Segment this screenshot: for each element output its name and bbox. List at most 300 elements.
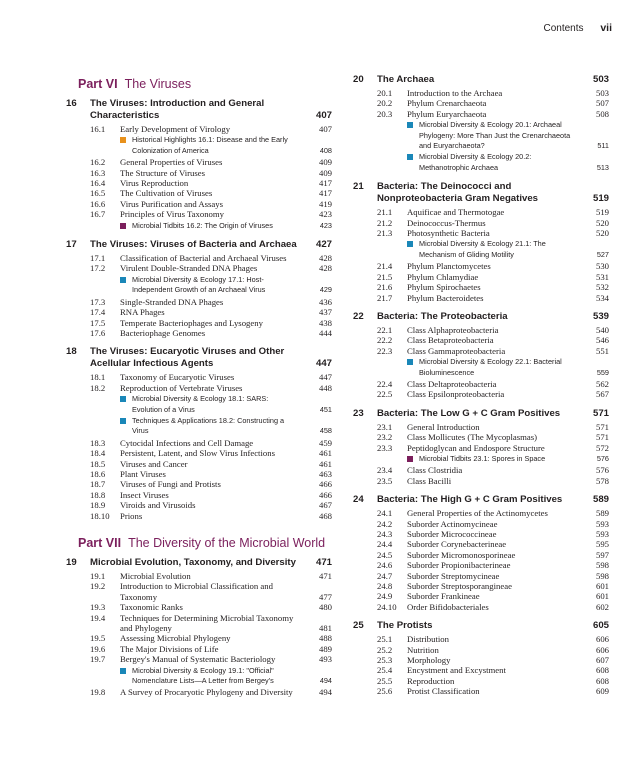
section-entry[interactable]: [353, 645, 609, 655]
section-title: Assessing Microbial Phylogeny: [120, 633, 231, 644]
entry-page: 493: [318, 654, 332, 665]
section-number: 22.4: [377, 378, 393, 389]
section-entry[interactable]: [66, 581, 332, 602]
section-entry[interactable]: [353, 539, 609, 549]
section-entry[interactable]: [66, 602, 332, 612]
feature-box-title: Microbial Diversity & Ecology 20.1: Archaeal Phylogeny: More Than Just the Crenarchaeota and Euryarchaeota?: [407, 120, 579, 151]
section-title: Phylum Spirochaetes: [407, 282, 481, 293]
chapter-title: The Archaea: [377, 74, 435, 85]
section-title: Deinococcus-Thermus: [407, 217, 486, 228]
section-number: 16.5: [90, 188, 106, 199]
entry-page: 419: [318, 198, 332, 209]
chapter-number: 22: [353, 310, 364, 322]
section-number: 18.6: [90, 468, 106, 479]
contents-column-left: [66, 74, 332, 706]
section-number: 18.3: [90, 437, 106, 448]
section-title: The Structure of Viruses: [120, 167, 205, 178]
section-title: Taxonomy of Eucaryotic Viruses: [120, 372, 235, 383]
section-title: The Cultivation of Viruses: [120, 188, 213, 199]
entry-page: 571: [595, 421, 609, 432]
section-title: Principles of Virus Taxonomy: [120, 209, 224, 220]
entry-page: 608: [595, 665, 609, 676]
entry-page: 608: [595, 675, 609, 686]
chapter-number: 21: [353, 181, 364, 193]
section-entry[interactable]: [353, 207, 609, 217]
section-entry[interactable]: [353, 529, 609, 539]
chapter-title: The Viruses: Eucaryotic Viruses and Other Acellular Infectious Agents: [90, 346, 285, 370]
section-title: Phylum Bacteroidetes: [407, 292, 484, 303]
chapter-heading[interactable]: [353, 408, 609, 420]
chapter-title: Bacteria: The Low G + C Gram Positives: [377, 407, 561, 419]
section-title: Suborder Corynebacterineae: [407, 539, 507, 550]
section-entry[interactable]: [66, 438, 332, 448]
section-entry[interactable]: [353, 560, 609, 570]
section-entry[interactable]: [353, 550, 609, 560]
section-entry[interactable]: [66, 511, 332, 521]
chapter-page: 519: [592, 193, 609, 205]
section-number: 19.7: [90, 654, 106, 665]
entry-page: 429: [319, 285, 332, 295]
entry-page: 480: [318, 602, 332, 613]
entry-page: 461: [318, 448, 332, 459]
section-number: 22.1: [377, 324, 393, 335]
chapter-page: 589: [592, 494, 609, 506]
feature-box-title: Microbial Diversity & Ecology 20.2: Methanotrophic Archaea: [407, 152, 579, 173]
section-number: 21.3: [377, 228, 393, 239]
section-entry[interactable]: [66, 263, 332, 273]
section-number: 24.5: [377, 549, 393, 560]
section-entry[interactable]: [353, 282, 609, 292]
entry-page: 468: [318, 510, 332, 521]
feature-box-entry[interactable]: [66, 221, 332, 231]
chapter-heading[interactable]: [66, 346, 332, 370]
entry-page: 409: [318, 167, 332, 178]
chapter-page: 605: [592, 620, 609, 632]
section-title: Cytocidal Infections and Cell Damage: [120, 437, 254, 448]
feature-box-title: Microbial Diversity & Ecology 21.1: The Mechanism of Gliding Motility: [407, 239, 579, 260]
section-title: Suborder Streptomycineae: [407, 570, 500, 581]
section-entry[interactable]: [353, 88, 609, 98]
section-number: 18.9: [90, 500, 106, 511]
chapter-heading[interactable]: [353, 620, 609, 632]
section-title: Classification of Bacterial and Archaeal Viruses: [120, 253, 287, 264]
entry-page: 471: [318, 571, 332, 581]
entry-page: 597: [595, 549, 609, 560]
entry-page: 507: [595, 98, 609, 109]
feature-box-title: Microbial Diversity & Ecology 17.1: Host-Independent Growth of an Archaeal Virus: [120, 275, 302, 296]
entry-page: 598: [595, 570, 609, 581]
section-title: Plant Viruses: [120, 468, 166, 479]
feature-box-entry[interactable]: [66, 275, 332, 296]
part-title-text: The Viruses: [124, 77, 192, 91]
section-entry[interactable]: [66, 253, 332, 263]
section-number: 25.1: [377, 634, 393, 645]
feature-box-title: Microbial Tidbits 23.1: Spores in Space: [407, 454, 579, 464]
section-entry[interactable]: [353, 228, 609, 238]
section-number: 24.10: [377, 601, 397, 612]
chapter-heading[interactable]: [353, 181, 609, 205]
entry-page: 461: [318, 458, 332, 469]
section-title: Phylum Chlamydiae: [407, 271, 479, 282]
entry-page: 576: [596, 453, 609, 463]
entry-page: 540: [595, 324, 609, 335]
section-entry[interactable]: [66, 654, 332, 664]
entry-page: 589: [595, 508, 609, 519]
section-entry[interactable]: [353, 379, 609, 389]
section-title: Virus Reproduction: [120, 178, 189, 189]
feature-box-entry[interactable]: [353, 357, 609, 378]
section-title: Persistent, Latent, and Slow Virus Infections: [120, 448, 275, 459]
section-entry[interactable]: [353, 634, 609, 644]
section-entry[interactable]: [66, 297, 332, 307]
section-entry[interactable]: [353, 519, 609, 529]
chapter-block: [66, 98, 332, 231]
section-number: 23.5: [377, 475, 393, 486]
section-number: 22.3: [377, 345, 393, 356]
section-number: 16.7: [90, 209, 106, 220]
entry-page: 459: [318, 437, 332, 448]
feature-box-entry[interactable]: [353, 120, 609, 151]
section-title: Microbial Evolution: [120, 571, 191, 581]
entry-page: 408: [319, 145, 332, 155]
chapter-number: 17: [66, 239, 77, 251]
section-title: Class Alphaproteobacteria: [407, 324, 499, 335]
section-number: 19.5: [90, 633, 106, 644]
chapter-number: 24: [353, 494, 364, 506]
section-entry[interactable]: [66, 124, 332, 134]
section-title: Viruses and Cancer: [120, 458, 188, 469]
section-entry[interactable]: [66, 644, 332, 654]
chapter-page: 503: [592, 74, 609, 85]
section-title: Order Bifidobacteriales: [407, 601, 489, 612]
section-title: Class Clostridia: [407, 465, 463, 476]
entry-page: 417: [318, 188, 332, 199]
chapter-number: 19: [66, 557, 77, 568]
section-number: 23.2: [377, 432, 393, 443]
section-entry[interactable]: [66, 178, 332, 188]
section-entry[interactable]: [353, 508, 609, 518]
entry-page: 417: [318, 178, 332, 189]
section-title: Temperate Bacteriophages and Lysogeny: [120, 317, 263, 328]
entry-page: 428: [318, 263, 332, 274]
feature-box-title: Microbial Diversity & Ecology 18.1: SARS: Evolution of a Virus: [120, 394, 302, 415]
section-entry[interactable]: [66, 469, 332, 479]
feature-box-title: Microbial Tidbits 16.2: The Origin of Viruses: [120, 221, 302, 231]
running-header: [544, 22, 613, 34]
section-entry[interactable]: [353, 293, 609, 303]
section-number: 19.4: [90, 612, 106, 623]
entry-page: 458: [319, 426, 332, 436]
section-title: Phylum Crenarchaeota: [407, 98, 487, 109]
section-entry[interactable]: [353, 465, 609, 475]
entry-page: 578: [595, 475, 609, 486]
chapter-title: The Protists: [377, 620, 433, 632]
section-entry[interactable]: [353, 686, 609, 696]
section-entry[interactable]: [353, 591, 609, 601]
section-number: 24.8: [377, 581, 393, 592]
feature-box-entry[interactable]: [353, 239, 609, 260]
section-entry[interactable]: [353, 432, 609, 442]
section-entry[interactable]: [66, 459, 332, 469]
chapter-page: 447: [315, 358, 332, 370]
section-title: Prions: [120, 510, 143, 521]
section-title: Nutrition: [407, 644, 439, 655]
chapter-block: [353, 620, 609, 696]
chapter-block: [66, 346, 332, 521]
entry-page: 593: [595, 529, 609, 539]
entry-page: 494: [318, 687, 332, 698]
section-number: 18.1: [90, 372, 106, 383]
section-entry[interactable]: [353, 325, 609, 335]
section-entry[interactable]: [66, 168, 332, 178]
section-title: Reproduction: [407, 675, 455, 686]
entry-page: 438: [318, 317, 332, 328]
chapter-heading[interactable]: [353, 311, 609, 323]
section-entry[interactable]: [66, 372, 332, 382]
section-number: 18.5: [90, 458, 106, 469]
section-number: 24.3: [377, 529, 393, 539]
entry-page: 595: [595, 539, 609, 550]
entry-page: 606: [595, 634, 609, 645]
section-title: Photosynthetic Bacteria: [407, 228, 490, 239]
section-entry[interactable]: [66, 157, 332, 167]
section-entry[interactable]: [353, 335, 609, 345]
section-number: 18.4: [90, 448, 106, 459]
section-title: Phylum Euryarchaeota: [407, 108, 487, 119]
section-number: 19.2: [90, 581, 106, 592]
entry-page: 513: [596, 162, 609, 172]
section-number: 19.1: [90, 571, 106, 581]
feature-box-entry[interactable]: [66, 666, 332, 687]
chapter-page: 471: [315, 557, 332, 568]
entry-page: 532: [595, 282, 609, 293]
entry-page: 448: [318, 382, 332, 393]
section-entry[interactable]: [353, 218, 609, 228]
section-entry[interactable]: [353, 581, 609, 591]
section-title: Virulent Double-Stranded DNA Phages: [120, 263, 258, 274]
section-number: 16.2: [90, 157, 106, 168]
section-number: 21.4: [377, 261, 393, 272]
entry-page: 463: [318, 468, 332, 479]
section-entry[interactable]: [353, 571, 609, 581]
entry-page: 534: [595, 292, 609, 303]
section-number: 16.1: [90, 124, 106, 134]
entry-page: 428: [318, 253, 332, 264]
section-title: Introduction to the Archaea: [407, 88, 503, 98]
section-entry[interactable]: [66, 490, 332, 500]
section-title: Class Epsilonproteobacteria: [407, 389, 505, 400]
section-entry[interactable]: [66, 328, 332, 338]
section-entry[interactable]: [353, 261, 609, 271]
feature-box-title: Microbial Diversity & Ecology 22.1: Bacterial Bioluminescence: [407, 357, 579, 378]
section-entry[interactable]: [353, 109, 609, 119]
section-number: 23.3: [377, 442, 393, 453]
section-title: Bacteriophage Genomes: [120, 327, 206, 338]
section-title: Protist Classification: [407, 686, 480, 697]
chapter-block: [353, 74, 609, 173]
section-entry[interactable]: [353, 389, 609, 399]
feature-box-entry[interactable]: [353, 152, 609, 173]
part-number: Part VI: [78, 77, 118, 91]
entry-page: 447: [318, 372, 332, 383]
feature-box-entry[interactable]: [66, 416, 332, 437]
chapter-number: 16: [66, 98, 77, 109]
section-title: Class Betaproteobacteria: [407, 335, 494, 346]
section-entry[interactable]: [66, 500, 332, 510]
section-number: 17.5: [90, 317, 106, 328]
section-title: RNA Phages: [120, 307, 165, 318]
section-title: Suborder Propionibacterineae: [407, 560, 511, 571]
chapter-heading[interactable]: [353, 74, 609, 86]
section-number: 17.1: [90, 253, 106, 264]
running-header-label: Contents: [543, 23, 584, 34]
section-entry[interactable]: [66, 209, 332, 219]
entry-page: 607: [595, 655, 609, 666]
chapter-block: [353, 311, 609, 400]
entry-page: 531: [595, 271, 609, 282]
section-number: 21.6: [377, 282, 393, 293]
chapter-title: Bacteria: The Proteobacteria: [377, 310, 508, 322]
section-number: 18.2: [90, 382, 106, 393]
section-entry[interactable]: [66, 188, 332, 198]
section-title: Class Gammaproteobacteria: [407, 345, 506, 356]
entry-page: 437: [318, 307, 332, 318]
section-entry[interactable]: [66, 633, 332, 643]
chapter-heading[interactable]: [66, 98, 332, 122]
entry-page: 477: [318, 591, 332, 602]
section-number: 19.3: [90, 602, 106, 613]
section-number: 18.10: [90, 510, 110, 521]
section-title: Aquificae and Thermotogae: [407, 207, 505, 218]
section-title: Introduction to Microbial Classification and Taxonomy: [120, 581, 273, 602]
section-number: 22.2: [377, 335, 393, 346]
entry-page: 503: [595, 88, 609, 98]
chapter-heading[interactable]: [66, 239, 332, 251]
section-number: 23.1: [377, 421, 393, 432]
section-title: Insect Viruses: [120, 489, 169, 500]
section-entry[interactable]: [353, 602, 609, 612]
section-number: 21.5: [377, 271, 393, 282]
chapter-block: [353, 494, 609, 612]
section-title: Phylum Planctomycetes: [407, 261, 491, 272]
entry-page: 530: [595, 261, 609, 272]
section-entry[interactable]: [353, 443, 609, 453]
section-entry[interactable]: [66, 383, 332, 393]
section-number: 21.2: [377, 217, 393, 228]
section-entry[interactable]: [353, 676, 609, 686]
section-entry[interactable]: [66, 613, 332, 634]
section-title: Morphology: [407, 655, 451, 666]
section-title: Techniques for Determining Microbial Taxonomy and Phylogeny: [120, 612, 294, 634]
section-entry[interactable]: [353, 422, 609, 432]
section-number: 25.5: [377, 675, 393, 686]
entry-page: 609: [595, 686, 609, 697]
section-number: 21.1: [377, 207, 393, 218]
section-title: Reproduction of Vertebrate Viruses: [120, 382, 243, 393]
section-title: General Properties of the Actinomycetes: [407, 508, 548, 519]
section-title: The Major Divisions of Life: [120, 643, 219, 654]
section-entry[interactable]: [353, 98, 609, 108]
entry-page: 494: [319, 676, 332, 686]
section-number: 24.6: [377, 560, 393, 571]
entry-page: 602: [595, 601, 609, 612]
chapter-heading[interactable]: [353, 494, 609, 506]
entry-page: 451: [319, 404, 332, 414]
page-number: vii: [600, 22, 612, 34]
chapter-page: 571: [592, 407, 609, 419]
section-title: Suborder Micrococcineae: [407, 529, 497, 539]
section-title: Suborder Streptosporangineae: [407, 581, 512, 592]
chapter-page: 539: [592, 310, 609, 322]
section-title: Viroids and Virusoids: [120, 500, 196, 511]
section-number: 24.2: [377, 518, 393, 529]
section-entry[interactable]: [66, 571, 332, 581]
section-number: 18.7: [90, 479, 106, 490]
section-entry[interactable]: [66, 479, 332, 489]
section-title: Encystment and Excystment: [407, 665, 506, 676]
section-number: 16.4: [90, 178, 106, 189]
chapter-heading[interactable]: [66, 557, 332, 569]
part-heading: [78, 76, 332, 92]
entry-page: 601: [595, 581, 609, 592]
section-title: A Survey of Procaryotic Phylogeny and Diversity: [120, 687, 293, 698]
section-number: 17.6: [90, 327, 106, 338]
section-title: General Properties of Viruses: [120, 157, 223, 168]
section-number: 19.6: [90, 643, 106, 654]
chapter-number: 23: [353, 407, 364, 419]
contents-column-right: [353, 74, 609, 705]
section-title: Early Development of Virology: [120, 124, 231, 134]
section-entry[interactable]: [66, 307, 332, 317]
section-entry[interactable]: [66, 199, 332, 209]
feature-box-entry[interactable]: [66, 135, 332, 156]
section-number: 25.2: [377, 644, 393, 655]
entry-page: 571: [595, 432, 609, 443]
section-number: 21.7: [377, 292, 393, 303]
entry-page: 423: [319, 220, 332, 230]
chapter-title: The Viruses: Viruses of Bacteria and Archaea: [90, 239, 297, 251]
section-entry[interactable]: [353, 476, 609, 486]
chapter-page: 427: [315, 239, 332, 251]
chapter-page: 407: [315, 110, 332, 121]
section-number: 18.8: [90, 489, 106, 500]
feature-box-entry[interactable]: [353, 454, 609, 464]
section-number: 25.3: [377, 655, 393, 666]
section-entry[interactable]: [353, 346, 609, 356]
section-entry[interactable]: [353, 655, 609, 665]
section-entry[interactable]: [66, 687, 332, 697]
feature-box-entry[interactable]: [66, 394, 332, 415]
part-title-text: The Diversity of the Microbial World: [128, 536, 326, 550]
section-number: 22.5: [377, 389, 393, 400]
section-title: Distribution: [407, 634, 449, 645]
section-entry[interactable]: [353, 665, 609, 675]
section-title: Single-Stranded DNA Phages: [120, 296, 224, 307]
section-entry[interactable]: [353, 272, 609, 282]
section-entry[interactable]: [66, 448, 332, 458]
entry-page: 562: [595, 378, 609, 389]
section-title: Class Bacilli: [407, 475, 452, 486]
chapter-block: [353, 181, 609, 303]
section-title: Class Deltaproteobacteria: [407, 378, 497, 389]
entry-page: 511: [597, 141, 609, 151]
section-entry[interactable]: [66, 318, 332, 328]
section-title: General Introduction: [407, 421, 480, 432]
entry-page: 444: [318, 327, 332, 338]
feature-box-title: Historical Highlights 16.1: Disease and the Early Colonization of America: [120, 135, 302, 156]
chapter-number: 25: [353, 620, 364, 632]
section-number: 17.3: [90, 296, 106, 307]
